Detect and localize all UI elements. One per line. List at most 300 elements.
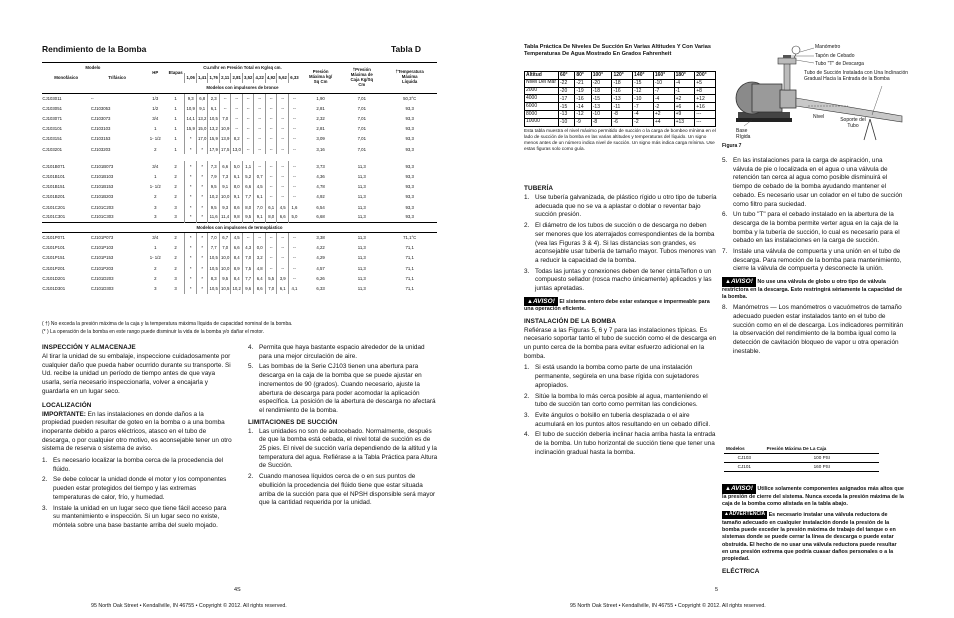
h-line: Caja Kg/Sq: [350, 76, 374, 82]
table-cell: 4,78: [316, 184, 325, 190]
table-cell: 7,0: [219, 113, 231, 123]
importante-label: IMPORTANTE:: [42, 410, 86, 418]
table-cell: 8,9: [231, 263, 243, 273]
altitude-cell: 140°: [633, 72, 654, 80]
aviso-3-text: Utilice solamente componentes asignados más altos que la presión de cierre del sistema. Nunca exceda la presión máxima de la caja de la bomba como alistada en la tabla abajo.: [722, 486, 904, 507]
table-cell: 9,3: [219, 202, 231, 212]
instalacion-item: [524, 412, 717, 429]
table-cell: --: [288, 273, 300, 283]
table-cell: CJ101P203: [90, 265, 114, 271]
table-row: [42, 192, 437, 202]
table-cell: 10,2: [208, 192, 220, 202]
list-text: En las instalaciones para la carga de aspiración, una válvula de pie o localizada en el agua o una válvula de retención tan cerca al agua como posible disminuirá el tiempo de cebado de la bomba ayudando mantener el cebado. Es necesario usar un colador en el tubo de succión como filtro para suciedad.: [733, 157, 903, 208]
gauge-symbol: [792, 46, 800, 54]
altitude-cell: +12: [695, 95, 716, 103]
altitude-cell: -18: [612, 79, 633, 87]
page-number-left: 4S: [234, 587, 241, 593]
pump-volute: [780, 90, 796, 108]
table-cell: 9,8: [231, 212, 243, 222]
advertencia-text: Es necesario instalar una válvula reductora de tamaño adecuado en cualquier instalación donde la presión de la bomba puede exceder la presión máxima de trabajo del tanque o en sistemas donde se puede cerrar la línea de descarga o puede estar obstruida. El hecho de no usar una válvula reductora puede resultar en una presión extrema que podría cuasar daños personales o a la propiedad.: [722, 512, 897, 563]
table-cell: 1- 1/2: [149, 184, 161, 190]
altitude-cell: -4: [633, 110, 654, 118]
table-cell: CJ101B103: [90, 173, 114, 179]
table-cell: 8,4: [231, 253, 243, 263]
table-cell: 2: [174, 184, 177, 190]
table-cell: CJ101P153: [90, 255, 114, 261]
instalacion-item: [722, 211, 904, 246]
table-cell: CJ103071: [42, 116, 62, 122]
altitude-cell: -22: [559, 79, 575, 87]
list-number: 4.: [524, 431, 530, 439]
list-number: 5.: [722, 157, 728, 164]
table-row: [42, 124, 437, 134]
table-cell: 3: [174, 286, 177, 292]
table-cell: 3,2: [254, 253, 266, 263]
table-cell: 13,0: [231, 144, 243, 154]
aviso-1: [524, 297, 717, 314]
table-cell: --: [254, 134, 266, 144]
instalacion-item: [524, 364, 717, 390]
table-cell: 8,0: [265, 212, 277, 222]
table-cell: --: [288, 233, 300, 243]
table-cell: 11,4: [219, 212, 231, 222]
table-cell: 3: [154, 286, 157, 292]
table-cell: 6,33: [316, 286, 325, 292]
table-cell: 4,5: [277, 202, 289, 212]
table-cell: CJ101B201: [42, 194, 65, 200]
h-pressure: 1,76: [208, 73, 220, 83]
h-line: Máxima: [401, 74, 418, 80]
table-cell: 2: [154, 146, 157, 152]
mtable-h2: Presión Máxima De La Caja: [765, 444, 879, 453]
table-cell: 93,3: [405, 163, 414, 169]
table-cell: --: [288, 124, 300, 134]
section-localizacion: LOCALIZACIÓN: [42, 401, 92, 409]
list-number: 3.: [42, 504, 48, 512]
localizacion-item: [42, 476, 232, 502]
table-cell: 7,0: [265, 283, 277, 293]
table-cell: --: [277, 253, 289, 263]
altitude-cell: 160°: [653, 72, 674, 80]
table-row: [42, 202, 437, 212]
altitude-row: [525, 87, 716, 95]
table-cell: --: [288, 171, 300, 181]
instalacion-item: [722, 248, 904, 274]
list-text: Es necesario localizar la bomba cerca de la procedencia del flúido.: [53, 457, 224, 473]
table-cell: CJ103011: [42, 93, 90, 103]
label-tubo-t: Tubo "T" de Descarga: [815, 61, 864, 67]
table-cell: 11,3: [357, 265, 366, 271]
table-cell: 93,3: [405, 136, 414, 142]
table-cell: 93,3: [405, 126, 414, 132]
list-text: El tubo de succión debería inclinar hacia arriba hasta la entrada de la bomba. Un tubo horizontal de succión tiene que tener una inclinación gradual hasta la bomba.: [535, 431, 716, 456]
altitude-row: [525, 118, 716, 126]
table-cell: 11,3: [357, 204, 366, 210]
table-cell: 2,3: [208, 93, 220, 103]
table-cell: --: [242, 93, 254, 103]
altitude-cell: -10: [633, 95, 654, 103]
table-cell: --: [254, 161, 266, 171]
table-cell: --: [265, 144, 277, 154]
footer-left: 95 North Oak Street • Kendallville, IN 46755 • Copyright © 2012. All rights reserved.: [91, 603, 287, 609]
table-cell: 7,01: [357, 126, 366, 132]
table-cell: --: [231, 93, 243, 103]
table-cell: 3: [174, 204, 177, 210]
instalacion-item: [524, 431, 717, 457]
table-cell: 4,8: [254, 263, 266, 273]
table-cell: 6,1: [208, 103, 220, 113]
altitude-row: [525, 79, 716, 87]
table-cell: CJ101P101: [42, 245, 65, 251]
altitude-cell: -13: [591, 103, 612, 111]
list-item-8: 8. Manómetros — Los manómetros o vacuómetros de tamaño adecuado pueden estar instalados tanto en el tubo de succión como en el de descarga. Los indicadores permitirán la observación del rendimiento de la bomba igual como la detección de cavitación bloqueo de vapor u otra operación inestable.: [722, 304, 904, 355]
list-text: Use tubería galvanizada, de plástico rígido u otro tipo de tubería adecuada que no se va a aplastar o doblar o reventar bajo succión presión.: [535, 194, 717, 219]
altitude-cell: -2: [653, 103, 674, 111]
table-cell: 2: [174, 245, 177, 251]
label-tapon: Tapón de Cebado: [815, 53, 855, 59]
table-cell: 5,2: [242, 171, 254, 181]
table-cell: 10,5: [208, 113, 220, 123]
table-cell: 5,5: [265, 273, 277, 283]
table-cell: 6,7: [219, 233, 231, 243]
table-cell: 17,5: [219, 144, 231, 154]
list-text: Permita que haya bastante espacio alrededor de la unidad para una mejor circulación de aire.: [259, 344, 425, 360]
altitude-cell: -1: [674, 87, 695, 95]
altitude-cell: -9: [575, 118, 591, 126]
table-cell: 7,0: [242, 253, 254, 263]
table-cell: --: [254, 93, 266, 103]
table-row: [42, 93, 437, 103]
table-cell: 3,38: [300, 233, 341, 243]
section-instalacion: INSTALACIÓN DE LA BOMBA: [524, 317, 617, 325]
table-row: [42, 253, 437, 263]
table-cell: 8,3: [208, 273, 220, 283]
table-cell: 8,6: [231, 202, 243, 212]
altitude-cell: -12: [633, 87, 654, 95]
table-cell: 7,01: [357, 105, 366, 111]
table-cell: *: [196, 212, 208, 222]
table-cell: 17,9: [208, 144, 220, 154]
table-cell: 11,3: [357, 194, 366, 200]
table-cell: 8,0: [231, 182, 243, 192]
table-cell: 11,3: [341, 233, 382, 243]
table-cell: CJ101P151: [42, 255, 65, 261]
table-cell: 4,92: [316, 194, 325, 200]
table-cell: 9,6: [242, 283, 254, 293]
table-cell: --: [265, 233, 277, 243]
table-cell: CJ101P073: [90, 233, 143, 243]
altitude-cell: -15: [559, 103, 575, 111]
altitude-cell: +13: [674, 118, 695, 126]
table-row: [42, 113, 437, 123]
table-cell: --: [265, 243, 277, 253]
table-cell: 15,9: [208, 134, 220, 144]
table-cell: 2: [167, 233, 185, 243]
table-row: [42, 103, 437, 113]
table-cell: 71,1: [405, 265, 414, 271]
pump-base-foot: [736, 118, 792, 122]
table-cell: --: [242, 233, 254, 243]
table-cell: CJ101B073: [90, 163, 114, 169]
table-cell: 1,1: [242, 161, 254, 171]
table-cell: --: [242, 124, 254, 134]
table-cell: CJ101P103: [90, 245, 114, 251]
tabla-d-label: Tabla D: [391, 44, 422, 54]
table-cell: 2: [174, 255, 177, 261]
subheader-bronce-label: Modelos con impulsores de bronce: [206, 85, 279, 91]
table-row: [42, 212, 437, 222]
table-cell: 6,1: [254, 192, 266, 202]
table-cell: 0,0: [254, 243, 266, 253]
h-line: †Presión: [352, 66, 371, 72]
aviso-3: [722, 484, 904, 508]
table-cell: 3: [154, 214, 157, 220]
table-cell: 4,29: [316, 255, 325, 261]
altitude-row: [525, 103, 716, 111]
list-number: 4.: [248, 344, 254, 351]
table-cell: CJ103203: [90, 146, 111, 152]
table-cell: *: [196, 161, 208, 171]
altitude-cell: 8000: [525, 110, 559, 118]
table-row: [42, 273, 437, 283]
table-cell: 1/2: [152, 105, 159, 111]
altitude-cell: +9: [674, 110, 695, 118]
table-cell: CJ103153: [90, 136, 111, 142]
table-cell: 4,1: [288, 283, 300, 293]
altitude-suction-table: [524, 71, 716, 127]
aviso-2: [722, 277, 904, 301]
list-text: Un tubo "T" para el cebado instalado en la abertura de la descarga de la bomba permite verter agua en la caja de la bomba y la tubería de succión, lo cual es necesario para el cebado en las instalaciones en la carga de succión.: [733, 211, 900, 245]
table-cell: CJ103101: [42, 126, 62, 132]
table-cell: 9,5: [208, 202, 220, 212]
table-cell: 6,6: [242, 182, 254, 192]
table-cell: 71,1°C: [382, 233, 437, 243]
table-cell: 7,9: [208, 171, 220, 181]
table-cell: 11,6: [208, 212, 220, 222]
table-cell: *: [185, 243, 197, 253]
table-cell: *: [185, 233, 197, 243]
table-cell: 1- 1/2: [149, 255, 161, 261]
table-cell: --: [242, 134, 254, 144]
altitude-cell: +8: [695, 87, 716, 95]
instalacion-item: [722, 157, 904, 209]
table-cell: --: [265, 192, 277, 202]
table-cell: --: [265, 171, 277, 181]
table-cell: 4,57: [316, 265, 325, 271]
table-cell: CJ101P201: [42, 265, 65, 271]
table-cell: --: [265, 182, 277, 192]
list-number: 3.: [524, 267, 530, 275]
table-cell: CJ101D301: [42, 286, 66, 292]
table-cell: 3,9: [277, 273, 289, 283]
table-cell: --: [254, 124, 266, 134]
table-cell: 9,3: [185, 93, 197, 103]
list-text: Instale la unidad en un lugar seco que tiene fácil acceso para su mantenimiento e inspección. Si un lugar seco no existe, móntela sobre una base bastante arriba del suelo mojado.: [53, 504, 227, 529]
table-cell: 6,54: [316, 204, 325, 210]
tuberia-item: [524, 222, 717, 266]
h-monofasico: Monofásico: [54, 75, 79, 81]
blank: [90, 83, 143, 93]
table-cell: 11,3: [357, 275, 366, 281]
h-pressure: 6,33: [288, 73, 300, 83]
altitude-cell: +6: [674, 103, 695, 111]
table-cell: 3: [174, 214, 177, 220]
list-text: Las bombas de la Serie CJ103 tienen una abertura para descarga en la caja de la bomba que se puede ajustar en incrementos de 90 (grados). Cuando necesario, ajuste la abertura de descarga para poder acomodar la aplicación específica. La posición de la abertura de descarga no afectará el rendimiento de la bomba.: [259, 363, 436, 414]
table-cell: *: [196, 253, 208, 263]
h-pressure: 3,52: [242, 73, 254, 83]
h-pressure: 2,11: [219, 73, 231, 83]
limitaciones-list: [248, 428, 438, 508]
table-cell: 2,81: [316, 126, 325, 132]
list-number: 6.: [722, 211, 728, 219]
altitude-cell: -7: [653, 87, 674, 95]
discharge-tee: [778, 58, 796, 64]
aviso-badge: ▲AVISO!: [722, 277, 756, 287]
table-cell: CJ103051: [42, 105, 62, 111]
table-cell: 5,0: [231, 161, 243, 171]
table-cell: 10,5: [208, 263, 220, 273]
table-cell: --: [288, 243, 300, 253]
table-cell: 9,1: [231, 192, 243, 202]
table-cell: 7,0: [208, 233, 220, 243]
table-cell: --: [90, 93, 143, 103]
table-cell: 3,09: [316, 136, 325, 142]
header-row-1: [42, 63, 437, 73]
altitude-cell: -14: [575, 103, 591, 111]
table-cell: CJ101D201: [42, 275, 66, 281]
table-cell: 1: [174, 126, 177, 132]
table-row: [42, 161, 437, 171]
h-pressure: 4,22: [254, 73, 266, 83]
table-cell: --: [254, 103, 266, 113]
table-cell: 7,3: [219, 171, 231, 181]
discharge-pipe: [784, 62, 790, 90]
table-cell: 10,9: [219, 124, 231, 134]
table-cell: 1- 1/2: [149, 136, 161, 142]
list-number: 1.: [42, 457, 48, 465]
label-tubo-succion: Tubo de Succión Instalada con Una Inclinación Gradual Hacia la Entrada de la Bomba: [804, 70, 909, 82]
blank: [42, 154, 437, 161]
table-cell: 10,9: [185, 103, 197, 113]
table-cell: --: [242, 103, 254, 113]
mtable-model: CJ103: [724, 453, 765, 462]
table-cell: 3,73: [316, 163, 325, 169]
page-number-right: 5: [715, 587, 719, 593]
column-4-bottom: [722, 484, 904, 575]
table-cell: CJ101C301: [42, 214, 66, 220]
table-cell: 13,2: [208, 124, 220, 134]
instalacion-item: [524, 393, 717, 410]
priming-plug: [783, 55, 791, 58]
table-cell: --: [288, 113, 300, 123]
localizacion-item: [42, 505, 232, 531]
h-line: Cm: [358, 81, 366, 87]
table-cell: 13,9: [219, 134, 231, 144]
table-cell: --: [265, 253, 277, 263]
limitaciones-item: [248, 473, 438, 508]
table-cell: 93,3: [405, 184, 414, 190]
table-cell: --: [277, 243, 289, 253]
h-caja: [341, 63, 382, 94]
table-cell: 7,0: [219, 243, 231, 253]
table-cell: *: [185, 263, 197, 273]
table-cell: CJ103151: [42, 136, 62, 142]
table-cell: 14,1: [185, 113, 197, 123]
table-cell: 3: [154, 204, 157, 210]
list-number: 2.: [42, 476, 48, 484]
altitude-cell: -16: [612, 87, 633, 95]
aviso-1-text: El sistema entero debe estar estanque e impermeable para una operación eficiente.: [524, 298, 710, 313]
table-cell: 71,1: [405, 286, 414, 292]
pipe-support-leg-2: [870, 119, 876, 140]
h-trifasico: Trifásico: [108, 75, 126, 81]
warning-triangle-icon: ▲: [725, 279, 731, 286]
table-cell: 9,1: [219, 182, 231, 192]
table-cell: --: [265, 161, 277, 171]
table-cell: 2: [154, 194, 157, 200]
table-cell: CJ101B153: [90, 184, 114, 190]
note-asterisk: (* ) La operación de la bomba en este rango puede disminuir la vida de la bomba y/o dañar el motor.: [42, 329, 265, 335]
h-etapas: Etapas: [167, 63, 185, 83]
table-cell: 1: [174, 105, 177, 111]
table-cell: 2: [154, 265, 157, 271]
table-cell: *: [196, 263, 208, 273]
table-cell: 9,5: [208, 182, 220, 192]
table-cell: 4,5: [254, 182, 266, 192]
list-number: 2.: [524, 222, 530, 230]
table-cell: CJ101C201: [42, 204, 66, 210]
list-text: Instale una válvula de compuerta y una unión en el tubo de descarga. Para remoción de la bomba para mantenimiento, cierre la válvula de compuerta y desconecte la unión.: [733, 248, 902, 273]
table-cell: 6,6: [277, 212, 289, 222]
altitude-cell: -4: [674, 79, 695, 87]
table-cell: 6,1: [265, 202, 277, 212]
altitude-cell: +2: [653, 110, 674, 118]
list-text: El diámetro de los tubos de succión o de descarga no deben ser menores que los aterrajados correspondientes de la bomba (vea las Figuras 3 & 4). Si las distancias son grandes, es aconsejable usar tubería de tamaño mayor. Tubos menores van a reducir la capacidad de la bomba.: [535, 222, 716, 264]
table-cell: --: [277, 263, 289, 273]
table-cell: *: [185, 161, 197, 171]
table-cell: 4,36: [316, 173, 325, 179]
table-cell: --: [288, 192, 300, 202]
blank: [167, 83, 185, 93]
table-cell: *: [196, 243, 208, 253]
aviso-badge: ▲AVISO!: [524, 297, 558, 307]
altitude-cell: -13: [612, 95, 633, 103]
table-cell: CJ101P071: [42, 233, 90, 243]
table-cell: *: [185, 171, 197, 181]
table-cell: --: [231, 103, 243, 113]
footer-right: 95 North Oak Street • Kendallville, IN 46755 • Copyright © 2012. All rights reserved.: [570, 603, 766, 609]
table-cell: 93,3: [405, 214, 414, 220]
table-cell: --: [219, 103, 231, 113]
table-cell: 2,32: [316, 116, 325, 122]
altitude-cell: -7: [633, 103, 654, 111]
table-cell: --: [254, 233, 266, 243]
table-row: [42, 243, 437, 253]
table-row: [42, 134, 437, 144]
table-cell: 8,2: [231, 134, 243, 144]
table-cell: 1,90: [300, 93, 341, 103]
table-cell: 6,4: [254, 273, 266, 283]
inspeccion-text: Al tirar la unidad de su embalaje, inspeccione cuidadosamente por cualquier daño que pueda haber ocurrido durante su transporte. Si Ud. recibe la unidad un período de tiempo antes de que vaya usarla, sería necesario inspeccionarla, volver a encajarla y guardarla en un lugar seco.: [42, 353, 231, 395]
section-limitaciones: LIMITACIONES DE SUCCIÓN: [248, 418, 338, 426]
table-cell: CJ101B151: [42, 184, 65, 190]
localizacion-list: [42, 457, 232, 531]
list-number: 3.: [524, 411, 530, 419]
table-cell: CJ101D303: [90, 286, 114, 292]
table-cell: 3: [174, 275, 177, 281]
altitude-cell: -10: [591, 110, 612, 118]
table-cell: *: [185, 192, 197, 202]
